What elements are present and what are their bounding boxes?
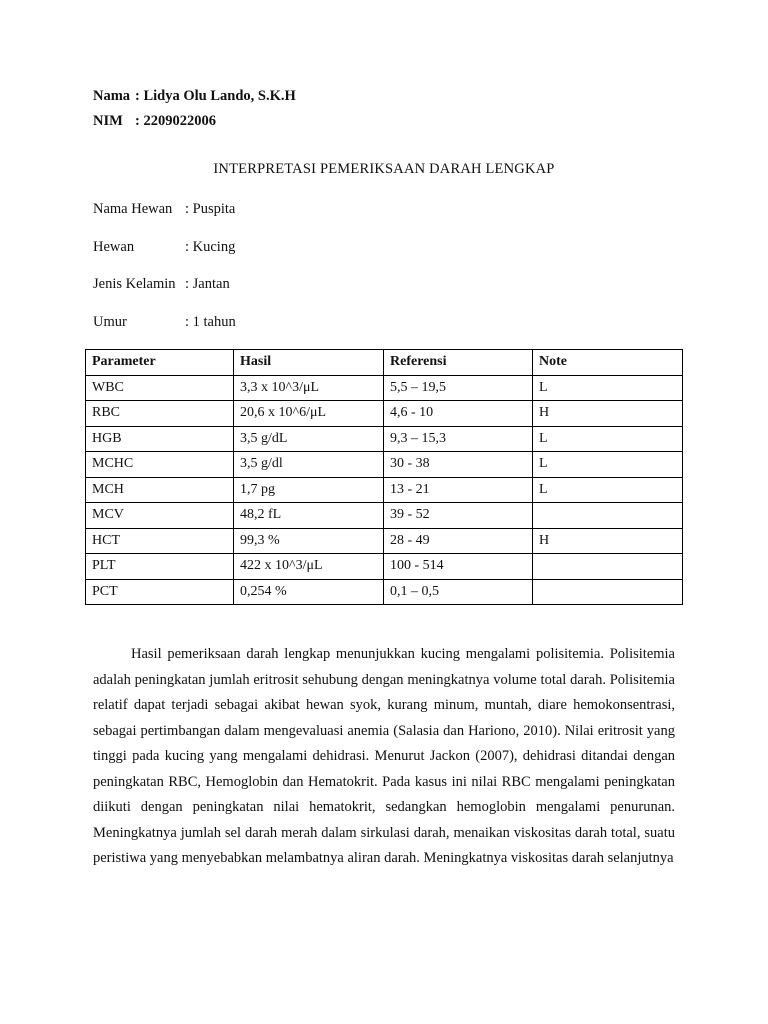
cell-result: 422 x 10^3/μL — [234, 554, 384, 580]
cell-parameter: HGB — [86, 426, 234, 452]
info-value: : Jantan — [185, 276, 230, 292]
name-label: Nama — [93, 88, 131, 104]
info-label: Hewan — [93, 238, 135, 255]
cell-reference: 13 - 21 — [384, 477, 533, 503]
header-note: Note — [533, 350, 683, 376]
name-value: : Lidya Olu Lando, S.K.H — [135, 88, 296, 104]
info-label: Umur — [93, 313, 127, 330]
cell-note: L — [533, 426, 683, 452]
document-title: INTERPRETASI PEMERIKSAAN DARAH LENGKAP — [213, 161, 555, 177]
table-row — [86, 579, 683, 605]
table-row — [86, 375, 683, 401]
cell-result: 3,3 x 10^3/μL — [234, 375, 384, 401]
nim-value: : 2209022006 — [135, 113, 216, 129]
nim-label: NIM — [93, 113, 123, 129]
patient-sex-row — [93, 274, 236, 312]
cell-parameter: MCV — [86, 503, 234, 529]
cell-note: L — [533, 375, 683, 401]
interpretation-paragraph: Hasil pemeriksaan darah lengkap menunjukkan kucing mengalami polisitemia. Polisitemia adalah peningkatan jumlah eritrosit sehubung dengan meningkatnya volume total darah. Polisitemia relatif dapat terjadi sebagai akibat hewan syok, kurang minum, muntah, diare hemokonsentrasi, sebagai pertimbangan dalam mengevaluasi anemia (Salasia dan Hariono, 2010). Nilai eritrosit yang tinggi pada kucing yang mengalami dehidrasi. Menurut Jackon (2007), dehidrasi ditandai dengan peningkatan RBC, Hemoglobin dan Hematokrit. Pada kasus ini nilai RBC mengalami peningkatan diikuti dengan peningkatan nilai hematokrit, sedangkan hemoglobin mengalami penurunan. Meningkatnya jumlah sel darah merah dalam sirkulasi darah, menaikan viskositas darah total, suatu peristiwa yang menyebabkan melambatnya aliran darah. Meningkatnya viskositas darah selanjutnya — [93, 646, 675, 866]
table-row — [86, 554, 683, 580]
table-row — [86, 401, 683, 427]
cell-reference: 5,5 – 19,5 — [384, 375, 533, 401]
blood-test-table — [85, 349, 683, 605]
student-identity — [93, 86, 296, 136]
table-row — [86, 426, 683, 452]
info-label: Nama Hewan — [93, 201, 173, 217]
header-parameter: Parameter — [86, 350, 234, 376]
header-result: Hasil — [234, 350, 384, 376]
table-header-row — [86, 350, 683, 376]
cell-parameter: WBC — [86, 375, 234, 401]
cell-note — [533, 579, 683, 605]
cell-parameter: HCT — [86, 528, 234, 554]
cell-parameter: MCHC — [86, 452, 234, 478]
cell-reference: 4,6 - 10 — [384, 401, 533, 427]
info-value: : 1 tahun — [185, 313, 236, 330]
cell-result: 1,7 pg — [234, 477, 384, 503]
info-value: : Puspita — [185, 201, 236, 217]
cell-note: L — [533, 477, 683, 503]
cell-reference: 39 - 52 — [384, 503, 533, 529]
cell-parameter: MCH — [86, 477, 234, 503]
cell-note: H — [533, 528, 683, 554]
cell-parameter: PCT — [86, 579, 234, 605]
patient-species-row — [93, 237, 236, 275]
table-row — [86, 528, 683, 554]
header-reference: Referensi — [384, 350, 533, 376]
cell-parameter: RBC — [86, 401, 234, 427]
info-value: : Kucing — [185, 238, 236, 255]
table-row — [86, 477, 683, 503]
cell-result: 3,5 g/dl — [234, 452, 384, 478]
cell-note: L — [533, 452, 683, 478]
cell-reference: 30 - 38 — [384, 452, 533, 478]
cell-reference: 0,1 – 0,5 — [384, 579, 533, 605]
cell-reference: 9,3 – 15,3 — [384, 426, 533, 452]
patient-name-row — [93, 199, 236, 237]
patient-info — [93, 199, 236, 349]
cell-reference: 28 - 49 — [384, 528, 533, 554]
cell-result: 48,2 fL — [234, 503, 384, 529]
cell-result: 99,3 % — [234, 528, 384, 554]
cell-result: 0,254 % — [234, 579, 384, 605]
student-nim-row — [93, 111, 296, 136]
cell-note: H — [533, 401, 683, 427]
student-name-row — [93, 86, 296, 111]
patient-age-row — [93, 312, 236, 350]
cell-note — [533, 503, 683, 529]
table-row — [86, 452, 683, 478]
cell-reference: 100 - 514 — [384, 554, 533, 580]
cell-result: 3,5 g/dL — [234, 426, 384, 452]
table-row — [86, 503, 683, 529]
cell-result: 20,6 x 10^6/μL — [234, 401, 384, 427]
info-label: Jenis Kelamin — [93, 276, 176, 292]
cell-note — [533, 554, 683, 580]
cell-parameter: PLT — [86, 554, 234, 580]
